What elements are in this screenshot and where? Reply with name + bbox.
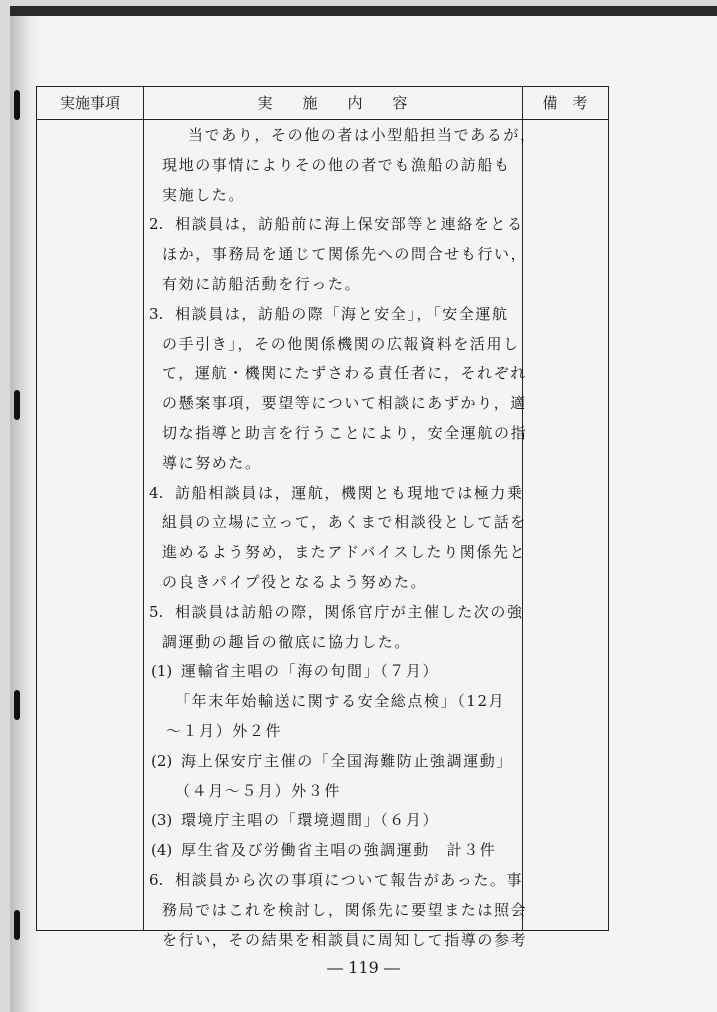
line-text: 実施した。 <box>162 185 246 204</box>
content-line <box>149 359 527 389</box>
binding-hole-mark <box>14 910 20 940</box>
content-line <box>149 449 521 479</box>
content-line <box>149 598 524 628</box>
line-text: ほか，事務局を通じて関係先への問合せも行い， <box>162 245 528 264</box>
line-text: 調運動の趣旨の徹底に協力した。 <box>162 632 412 651</box>
content-line <box>149 181 521 211</box>
line-text: を行い，その結果を相談員に周知して指導の参考 <box>162 930 528 949</box>
line-text: 運輸省主唱の「海の旬間」（７月） <box>181 662 440 681</box>
line-text: 現地の事情によりその他の者でも漁船の訪船も <box>162 155 511 174</box>
content-line <box>149 210 524 240</box>
content-line <box>149 717 521 747</box>
content-line <box>149 628 521 658</box>
content-line <box>149 389 527 419</box>
line-text: 海上保安庁主催の「全国海難防止強調運動」 <box>181 751 514 770</box>
scan-top-edge <box>10 6 717 16</box>
content-line <box>149 657 521 687</box>
content-line <box>149 926 528 956</box>
binding-hole-mark <box>14 390 20 420</box>
item-number: 4. <box>149 483 164 502</box>
content-line <box>149 687 521 717</box>
header-implementation-item: 実施事項 <box>59 94 120 112</box>
content-line <box>149 300 521 330</box>
content-line <box>149 121 537 151</box>
content-line <box>149 568 521 598</box>
content-line <box>149 151 521 181</box>
line-text: 相談員から次の事項について報告があった。事 <box>175 870 524 889</box>
column-divider <box>143 87 144 930</box>
line-text: 進めるよう努め，またアドバイスしたり関係先と <box>162 543 527 562</box>
binding-hole-mark <box>14 90 20 120</box>
content-text-block <box>149 121 537 955</box>
subitem-number: (2) <box>151 751 173 770</box>
content-line <box>149 240 528 270</box>
content-line <box>149 896 528 926</box>
header-remarks: 備 考 <box>542 94 588 112</box>
line-text: 相談員は，訪船の際「海と安全」，「安全運航 <box>175 304 509 323</box>
subitem-number: (3) <box>151 811 173 830</box>
line-text: 相談員は訪船の際，関係官庁が主催した次の強 <box>175 602 524 621</box>
line-text: の手引き」，その他関係機関の広報資料を活用し <box>162 334 520 353</box>
content-line <box>149 866 524 896</box>
content-line <box>149 508 527 538</box>
line-text: 導に努めた。 <box>162 453 262 472</box>
content-line <box>149 747 521 777</box>
content-line <box>149 836 521 866</box>
line-text: 有効に訪船活動を行った。 <box>162 274 362 293</box>
document-page <box>10 6 717 1012</box>
line-text: 相談員は，訪船前に海上保安部等と連絡をとる <box>175 215 524 234</box>
subitem-number: (1) <box>151 662 173 681</box>
line-text: 厚生省及び労働省主唱の強調運動 計３件 <box>181 841 497 860</box>
line-text: 環境庁主唱の「環境週間」（６月） <box>181 811 440 830</box>
item-number: 5. <box>149 602 164 621</box>
content-line <box>149 538 527 568</box>
page-number: ― 119 ― <box>327 958 400 977</box>
line-text: 訪船相談員は，運航，機関とも現地では極力乗 <box>175 483 524 502</box>
item-number: 3. <box>149 304 164 323</box>
header-implementation-content: 実 施 内 容 <box>257 94 408 112</box>
content-line <box>149 270 521 300</box>
line-text: の懸案事項，要望等について相談にあずかり，適 <box>162 394 527 413</box>
line-text: （４月～５月）外３件 <box>175 781 342 800</box>
content-line <box>149 479 524 509</box>
line-text: の良きパイプ役となるよう努めた。 <box>162 572 428 591</box>
content-table <box>36 86 609 949</box>
content-line <box>149 419 528 449</box>
line-text: 切な指導と助言を行うことにより，安全運航の指 <box>162 423 528 442</box>
line-text: ～１月）外２件 <box>165 721 283 740</box>
binding-hole-mark <box>14 690 20 720</box>
content-line <box>149 777 521 807</box>
item-number: 2. <box>149 215 164 234</box>
item-number: 6. <box>149 870 164 889</box>
line-text: 当であり，その他の者は小型船担当であるが， <box>188 126 537 144</box>
subitem-number: (4) <box>151 841 173 860</box>
line-text: て，運航・機関にたずさわる責任者に，それぞれ <box>162 364 527 383</box>
content-line <box>149 806 521 836</box>
line-text: 組員の立場に立って，あくまで相談役として話を <box>162 513 527 532</box>
line-text: 務局ではこれを検討し，関係先に要望または照会 <box>162 900 528 919</box>
line-text: 「年末年始輸送に関する安全総点検」（12月 <box>175 692 506 711</box>
content-line <box>149 330 521 360</box>
